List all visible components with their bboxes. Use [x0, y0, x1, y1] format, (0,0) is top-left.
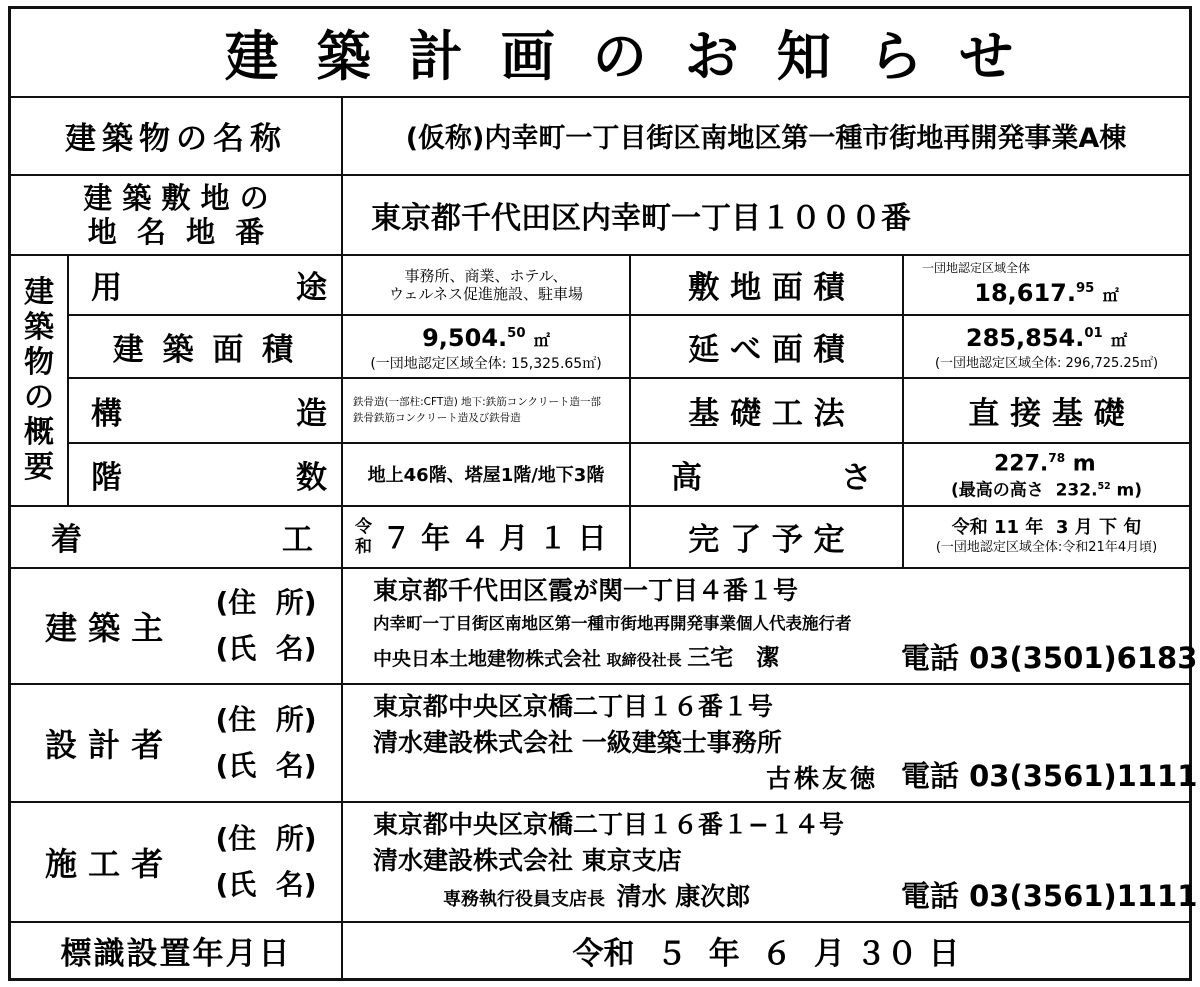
owner-field-labels — [191, 568, 341, 683]
floors-value: 地上46階、塔屋1階/地下3階 — [367, 465, 605, 486]
structure-value-line1: 鉄骨造(一部柱:CFT造) 地下:鉄筋コンクリート造一部 — [353, 396, 601, 408]
completion-date: 令和 11 年 3 月 下 旬 — [951, 516, 1142, 538]
floor-area-figure — [966, 320, 1127, 355]
use-value-line1: 事務所、商業、ホテル、 — [404, 266, 568, 285]
notice-board — [8, 6, 1198, 981]
height-sub — [951, 476, 1142, 502]
use-label-b: 途 — [296, 270, 327, 306]
floors-label — [69, 443, 341, 505]
overview-char: 要 — [24, 450, 54, 485]
floor-area-sub: (一団地認定区域全体: 296,725.25㎡) — [934, 355, 1159, 371]
building-area-figure — [422, 320, 550, 355]
building-area-value — [343, 315, 629, 377]
contractor-address-label: (住 所) — [215, 821, 317, 855]
use-label — [69, 255, 341, 314]
contractor-company: 清水建設株式会社 東京支店 — [373, 845, 682, 875]
start-value — [343, 506, 629, 567]
designer-name-label: (氏 名) — [215, 748, 317, 782]
height-value — [904, 443, 1189, 505]
contractor-phone: 電話 03(3561)1111 — [901, 878, 1198, 913]
owner-company: 中央日本土地建物株式会社 — [373, 648, 602, 670]
site-label — [11, 175, 341, 254]
site-area-unit: ㎡ — [1102, 286, 1119, 305]
height-sub-decimal: 52 — [1097, 481, 1111, 493]
floor-area-label: 延 べ 面 積 — [688, 331, 845, 368]
site-label-line2: 地 名 地 番 — [87, 214, 265, 249]
foundation-value: 直 接 基 礎 — [968, 395, 1125, 432]
owner-address: 東京都千代田区霞が関一丁目４番１号 — [373, 576, 799, 605]
height-label — [631, 443, 902, 505]
owner-details — [373, 570, 893, 682]
contractor-details — [373, 804, 893, 920]
designer-details — [373, 686, 878, 800]
completion-label: 完 了 予 定 — [688, 522, 845, 558]
building-area-unit: ㎡ — [533, 330, 550, 350]
owner-title: 取締役社長 — [606, 651, 682, 669]
building-area-decimal: 50 — [507, 325, 526, 341]
sign-date-value: 令和 ５ 年 ６ 月 ３０ 日 — [572, 936, 960, 972]
contractor-name-label: (氏 名) — [215, 867, 317, 901]
site-area-figure — [904, 276, 1189, 309]
structure-label — [69, 378, 341, 442]
owner-organization: 内幸町一丁目街区南地区第一種市街地再開発事業個人代表施行者 — [373, 614, 852, 633]
use-value — [343, 255, 629, 314]
structure-label-a: 構 — [91, 395, 122, 432]
start-era-bottom: 和 — [355, 536, 372, 557]
site-area-decimal: 95 — [1076, 281, 1095, 296]
designer-address: 東京都中央区京橋二丁目１６番１号 — [373, 692, 774, 721]
completion-sub: (一団地認定区域全体:令和21年4月頃) — [935, 539, 1158, 555]
floors-label-a: 階 — [91, 459, 122, 496]
designer-address-label: (住 所) — [215, 702, 317, 736]
start-label-b: 工 — [282, 522, 313, 558]
contractor-title: 専務執行役員支店長 — [443, 888, 605, 910]
contractor-name: 清水 康次郎 — [616, 881, 751, 911]
contractor-label: 施 工 者 — [45, 844, 164, 883]
site-area-value — [904, 255, 1189, 314]
contractor-field-labels — [191, 802, 341, 921]
height-sub-suffix: m) — [1110, 480, 1142, 501]
overview-char: 築 — [24, 310, 54, 345]
floor-area-number: 285,854. — [965, 323, 1085, 352]
site-area-number: 18,617. — [974, 279, 1076, 307]
sign-date-label: 標識設置年月日 — [60, 936, 292, 972]
foundation-label: 基 礎 工 法 — [688, 395, 845, 432]
designer-phone: 電話 03(3561)1111 — [901, 758, 1198, 793]
owner-address-label: (住 所) — [215, 585, 317, 619]
owner-name: 三宅 潔 — [687, 645, 780, 671]
designer-name: 古株友徳 — [765, 764, 878, 793]
start-date: ７ 年 ４ 月 １ 日 — [382, 521, 607, 555]
structure-label-b: 造 — [296, 395, 327, 432]
height-label-b: さ — [841, 459, 872, 496]
floor-area-decimal: 01 — [1084, 325, 1103, 341]
contractor-address: 東京都中央区京橋二丁目１６番１−１４号 — [373, 809, 844, 839]
completion-value — [904, 506, 1189, 567]
owner-label: 建 築 主 — [45, 608, 164, 647]
height-figure — [904, 446, 1189, 476]
page-title: 建築計画のお知らせ — [224, 25, 1052, 88]
designer-field-labels — [191, 684, 341, 801]
site-area-label: 敷 地 面 積 — [688, 270, 845, 306]
height-label-a: 高 — [671, 459, 702, 496]
site-value: 東京都千代田区内幸町一丁目１０００番 — [371, 200, 911, 236]
building-name-label: 建築物の名称 — [65, 121, 287, 157]
designer-company: 清水建設株式会社 一級建築士事務所 — [373, 728, 782, 757]
start-label — [11, 506, 341, 567]
floor-area-value — [904, 315, 1189, 377]
overview-char: 建 — [24, 275, 54, 310]
floor-area-unit: ㎡ — [1111, 330, 1128, 350]
use-label-a: 用 — [91, 270, 122, 306]
overview-char: 概 — [24, 415, 54, 450]
height-number: 227. — [994, 451, 1049, 477]
start-era-top: 令 — [355, 516, 372, 537]
site-area-note: 一団地認定区域全体 — [922, 261, 1031, 275]
overview-char: の — [24, 380, 54, 415]
building-area-label: 建 築 面 積 — [112, 331, 298, 368]
height-sub-prefix: (最高の高さ 232. — [951, 480, 1098, 501]
site-label-line1: 建 築 敷 地 の — [83, 180, 269, 215]
building-name-value: (仮称)内幸町一丁目街区南地区第一種市街地再開発事業A棟 — [405, 123, 1127, 154]
start-era — [355, 517, 372, 557]
contractor-name-line — [373, 879, 750, 918]
start-label-a: 着 — [51, 522, 82, 558]
height-unit: m — [1072, 451, 1096, 477]
owner-phone: 電話 03(3501)6183 — [901, 640, 1198, 675]
owner-name-label: (氏 名) — [215, 631, 317, 665]
floors-label-b: 数 — [296, 459, 327, 496]
use-value-line2: ウェルネス促進施設、駐車場 — [389, 284, 583, 303]
overview-label — [11, 255, 67, 505]
structure-value — [343, 378, 629, 442]
building-area-sub: (一団地認定区域全体: 15,325.65㎡) — [370, 355, 602, 372]
height-decimal: 78 — [1048, 451, 1066, 465]
owner-name-line — [373, 640, 779, 678]
structure-value-line2: 鉄骨鉄筋コンクリート造及び鉄骨造 — [353, 412, 521, 424]
designer-label: 設 計 者 — [45, 725, 164, 764]
overview-char: 物 — [24, 345, 54, 380]
building-area-number: 9,504. — [422, 323, 508, 352]
